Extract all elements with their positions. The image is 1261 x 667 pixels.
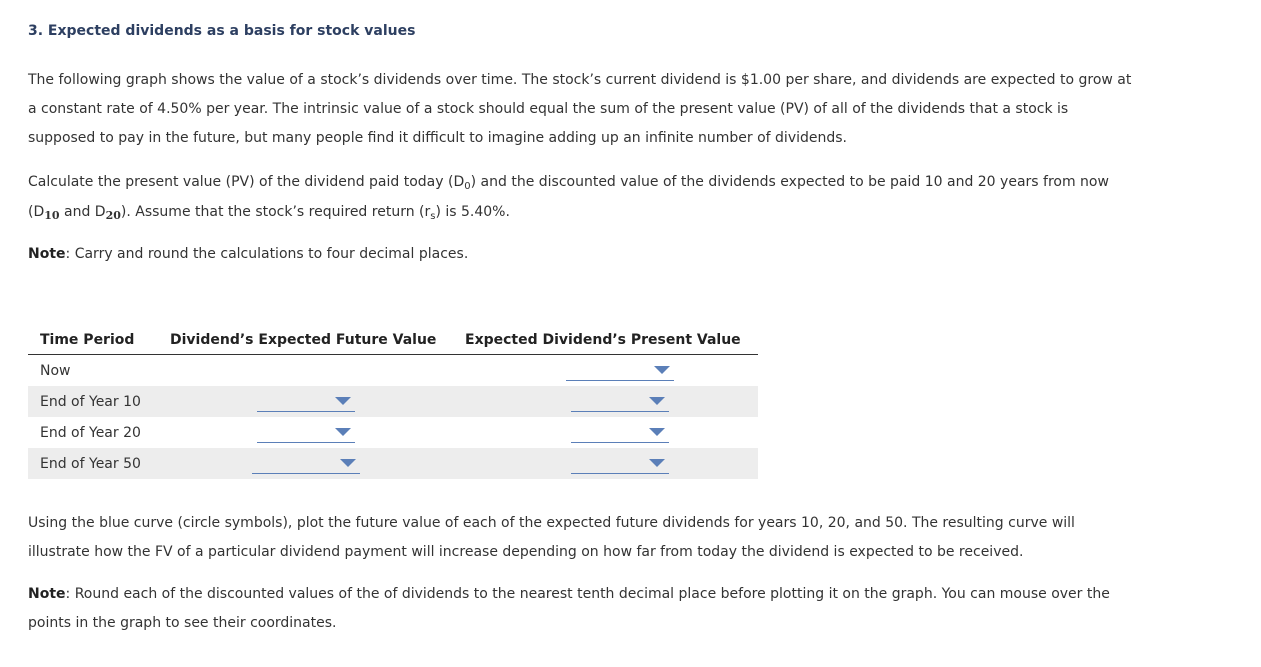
note-calculation	[28, 240, 1138, 269]
chevron-down-icon	[335, 397, 351, 405]
period-cell: End of Year 20	[40, 424, 141, 441]
note-text: : Round each of the discounted values of the of dividends to the nearest tenth decimal place before plotting it on the graph. You can mouse over the points in the graph to see their coordinates.	[28, 586, 1110, 631]
future-value-cell	[158, 355, 453, 387]
chevron-down-icon	[335, 428, 351, 436]
table-row	[28, 386, 758, 417]
present-value-cell	[453, 448, 758, 479]
intro-paragraph: The following graph shows the value of a stock’s dividends over time. The stock’s current dividend is $1.00 per share, and dividends are expected to grow at a constant rate of 4.50% per year. The intrinsic value of a stock should equal the sum of the present value (PV) of all of the dividends that a stock is supposed to pay in the future, but many people find it difficult to imagine adding up an infinite number of dividends.	[28, 72, 1132, 146]
note-label: Note	[28, 586, 66, 602]
calc-text-4: ). Assume that the stock’s required return (r	[120, 204, 431, 220]
future-value-cell	[158, 417, 453, 448]
note-text: : Carry and round the calculations to four decimal places.	[65, 246, 469, 262]
present-value-year-50-dropdown[interactable]	[571, 453, 669, 474]
present-value-year-10-dropdown[interactable]	[571, 391, 669, 412]
calc-text-5: ) is 5.40%.	[435, 204, 510, 220]
chevron-down-icon	[649, 397, 665, 405]
calculation-paragraph	[28, 168, 1138, 228]
table-header-row	[28, 325, 758, 355]
note-label: Note	[28, 246, 66, 262]
chevron-down-icon	[654, 366, 670, 374]
calc-text-3: and D	[59, 204, 106, 220]
future-value-year-10-dropdown[interactable]	[257, 391, 355, 412]
present-value-cell	[453, 386, 758, 417]
table-row	[28, 355, 758, 387]
subscript-10: 10	[44, 209, 60, 222]
present-value-year-20-dropdown[interactable]	[571, 422, 669, 443]
calc-text-2: ) and the discounted value of the dividends expected to be paid 10 and 20 years from now (D	[28, 174, 1109, 220]
note-rounding	[28, 580, 1138, 638]
subscript-20: 20	[105, 209, 121, 222]
header-time-period: Time Period	[28, 325, 158, 355]
chevron-down-icon	[649, 459, 665, 467]
present-value-cell	[453, 355, 758, 387]
period-cell: Now	[40, 362, 71, 379]
present-value-now-dropdown[interactable]	[566, 360, 674, 381]
period-cell: End of Year 10	[28, 386, 158, 417]
subscript-0: 0	[464, 181, 471, 192]
header-future-value: Dividend’s Expected Future Value	[158, 325, 453, 355]
table-row	[28, 448, 758, 479]
present-value-cell	[453, 417, 758, 448]
future-value-cell	[158, 448, 453, 479]
future-value-year-50-dropdown[interactable]	[252, 453, 360, 474]
future-value-cell	[158, 386, 453, 417]
subscript-s: s	[430, 211, 436, 222]
section-heading: 3. Expected dividends as a basis for stock values	[28, 23, 416, 39]
period-cell: End of Year 50	[28, 448, 158, 479]
plot-instructions-paragraph: Using the blue curve (circle symbols), plot the future value of each of the expected future dividends for years 10, 20, and 50. The resulting curve will illustrate how the FV of a particular dividend payment will increase depending on how far from today the dividend is expected to be received.	[28, 515, 1075, 560]
header-present-value: Expected Dividend’s Present Value	[453, 325, 758, 355]
chevron-down-icon	[340, 459, 356, 467]
future-value-year-20-dropdown[interactable]	[257, 422, 355, 443]
chevron-down-icon	[649, 428, 665, 436]
calc-text-1: Calculate the present value (PV) of the dividend paid today (D	[28, 174, 465, 190]
table-row	[28, 417, 758, 448]
dividend-table	[28, 325, 758, 479]
